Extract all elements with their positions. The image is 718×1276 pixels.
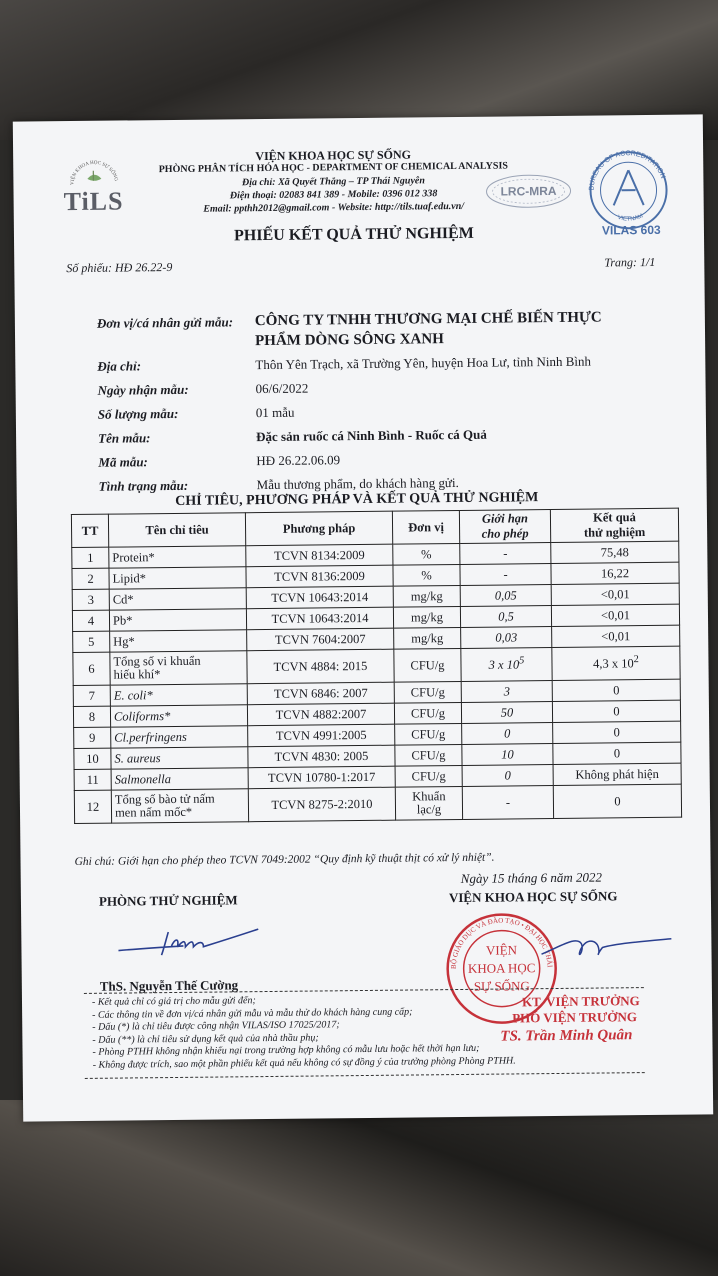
row-unit: CFU/g xyxy=(395,723,462,745)
so-phieu: Số phiếu: HĐ 26.22-9 xyxy=(66,259,173,276)
row-limit: 0 xyxy=(462,765,553,787)
institute-sign-title: VIỆN KHOA HỌC SỰ SỐNG xyxy=(448,888,618,906)
footer-divider-bottom xyxy=(85,1072,645,1079)
row-name: Hg* xyxy=(110,630,247,652)
row-tt: 7 xyxy=(73,685,110,706)
logo-ring-text: VIỆN KHOA HỌC SỰ SỐNG xyxy=(70,160,119,186)
row-tt: 6 xyxy=(73,652,110,685)
col-result-line-2: thử nghiệm xyxy=(583,525,646,540)
row-limit-base: 3 x 10 xyxy=(488,657,520,673)
row-tt: 4 xyxy=(72,610,109,631)
document-page xyxy=(13,114,713,1121)
row-tt: 9 xyxy=(74,727,111,748)
deputy-title: PHÓ VIỆN TRƯỞNG xyxy=(512,1009,637,1026)
row-unit: mg/kg xyxy=(393,585,460,607)
col-limit xyxy=(459,510,550,544)
row-method: TCVN 7604:2007 xyxy=(247,628,394,651)
received-label: Ngày nhận mẫu: xyxy=(97,381,189,398)
col-method: Phương pháp xyxy=(245,511,392,546)
deputy-person: TS. Trần Minh Quân xyxy=(500,1027,633,1045)
stamp-line-2: KHOA HỌC xyxy=(467,960,536,976)
email-line: Email: ppthh2012@gmail.com - Website: http://tils.tuaf.edu.vn/ xyxy=(203,200,465,215)
results-section-title: CHỈ TIÊU, PHƯƠNG PHÁP VÀ KẾT QUẢ THỬ NGHIỆM xyxy=(175,490,539,509)
row-unit: % xyxy=(393,543,460,565)
qty-value: 01 mẫu xyxy=(255,404,295,421)
row-tt: 11 xyxy=(74,769,111,790)
qty-label: Số lượng mẫu: xyxy=(97,405,179,422)
col-result-line-1: Kết quả xyxy=(593,510,636,525)
row-method: TCVN 4991:2005 xyxy=(248,724,395,747)
row-result-base: 4,3 x 10 xyxy=(593,656,634,672)
row-limit: - xyxy=(460,564,551,586)
row-name: E. coli* xyxy=(110,684,247,706)
row-limit: 0,03 xyxy=(461,627,552,649)
row-name: Lipid* xyxy=(109,567,246,589)
row-name-line-2: hiếu khí* xyxy=(113,667,161,682)
row-name xyxy=(110,651,247,685)
sample-status-value: Mẫu thương phẩm, do khách hàng gửi. xyxy=(256,474,459,493)
row-tt: 12 xyxy=(74,790,111,823)
footer-line: - Kết quả chỉ có giá trị cho mẫu gửi đến; xyxy=(91,995,256,1008)
row-result: 0 xyxy=(552,679,680,701)
row-method: TCVN 4830: 2005 xyxy=(248,745,395,768)
page-number: Trang: 1/1 xyxy=(604,254,656,270)
address-label: Địa chỉ: xyxy=(97,358,142,374)
row-limit: - xyxy=(462,786,553,820)
note: Ghi chú: Giới hạn cho phép theo TCVN 7049:2002 “Quy định kỹ thuật thịt có xử lý nhiệt”. xyxy=(74,851,495,869)
col-limit-line-1: Giới hạn xyxy=(481,511,529,526)
footer-line: - Dấu (**) là chỉ tiêu sử dụng kết quả của nhà thầu phụ; xyxy=(92,1031,319,1046)
phone-line: Điện thoại: 02083 841 389 - Mobile: 0396 012 338 xyxy=(229,188,438,202)
sender-line-1: CÔNG TY TNHH THƯƠNG MẠI CHẾ BIẾN THỰC xyxy=(254,309,602,330)
col-unit: Đơn vị xyxy=(392,510,459,544)
row-name: Pb* xyxy=(109,609,246,631)
row-unit: % xyxy=(393,564,460,586)
row-name: Protein* xyxy=(109,546,246,568)
sample-code-value: HĐ 26.22.06.09 xyxy=(256,452,341,469)
document-title: PHIẾU KẾT QUẢ THỬ NGHIỆM xyxy=(234,224,474,245)
row-limit: 10 xyxy=(462,744,553,766)
institute-name: VIỆN KHOA HỌC SỰ SỐNG xyxy=(255,147,412,164)
footer-line: - Dấu (*) là chỉ tiêu được công nhận VILAS/ISO 17025/2017; xyxy=(92,1019,340,1033)
row-name: Coliforms* xyxy=(110,705,247,727)
row-tt: 10 xyxy=(74,748,111,769)
row-method: TCVN 8136:2009 xyxy=(246,565,393,588)
sample-name-label: Tên mẫu: xyxy=(98,430,151,446)
address-line: Địa chỉ: Xã Quyết Thắng – TP Thái Nguyên xyxy=(241,175,425,189)
row-method: TCVN 10643:2014 xyxy=(246,586,393,609)
row-limit: 0 xyxy=(462,723,553,745)
row-name-line-2: men nấm mốc* xyxy=(114,804,193,820)
sample-status-label: Tình trạng mẫu: xyxy=(98,477,189,494)
row-name-line-1: Tổng số bào tử nấm xyxy=(114,791,215,807)
row-tt: 1 xyxy=(72,547,109,568)
row-tt: 8 xyxy=(73,706,110,727)
background-bottom xyxy=(0,1100,718,1276)
sample-name-value: Đặc sản ruốc cá Ninh Bình - Ruốc cá Quả xyxy=(256,426,487,445)
sender-line-2: PHẨM DÒNG SÔNG XANH xyxy=(255,331,444,350)
row-limit: 3 xyxy=(461,681,552,703)
row-method: TCVN 6846: 2007 xyxy=(247,682,394,705)
row-result: 16,22 xyxy=(551,562,679,584)
row-unit-line-2: lạc/g xyxy=(416,802,442,817)
svg-text:VIETNAM xyxy=(617,213,645,223)
row-result: 0 xyxy=(552,700,680,722)
lab-title: PHÒNG THỬ NGHIỆM xyxy=(98,892,238,909)
results-table xyxy=(71,508,682,824)
kt-title: KT. VIỆN TRƯỞNG xyxy=(521,993,640,1010)
row-result: 0 xyxy=(553,721,681,743)
row-result: <0,01 xyxy=(551,583,679,605)
vilas-ring-text: BUREAU OF ACCREDITATION xyxy=(588,150,667,191)
row-method: TCVN 4884: 2015 xyxy=(247,649,394,684)
row-name-line-1: Tổng số vi khuẩn xyxy=(113,653,201,669)
stamp-line-3: SỰ SỐNG xyxy=(473,978,530,994)
svg-text:VIỆN KHOA HỌC SỰ SỐNG xyxy=(70,160,118,185)
row-tt: 2 xyxy=(72,568,109,589)
stamp-ring-text: BỘ GIÁO DỤC VÀ ĐÀO TẠO • ĐẠI HỌC THÁI xyxy=(449,916,554,970)
row-name: Cl.perfringens xyxy=(111,726,248,748)
director-signature xyxy=(536,925,676,966)
row-name xyxy=(111,789,248,823)
row-result: Không phát hiện xyxy=(553,763,681,785)
row-method: TCVN 8275-2:2010 xyxy=(248,787,395,822)
col-limit-line-2: cho phép xyxy=(481,526,529,541)
department-name: PHÒNG PHÂN TÍCH HÓA HỌC - DEPARTMENT OF CHEMICAL ANALYSIS xyxy=(158,160,508,176)
row-limit: 0,5 xyxy=(460,606,551,628)
row-unit-line-1: Khuẩn xyxy=(412,789,446,804)
vilas-country-text: VIETNAM xyxy=(616,213,645,223)
lrc-mra-logo xyxy=(483,171,573,212)
row-limit: - xyxy=(460,543,551,565)
lrc-mra-text: LRC-MRA xyxy=(500,183,557,199)
row-method: TCVN 4882:2007 xyxy=(247,703,394,726)
stamp-line-1: VIỆN xyxy=(485,942,518,958)
vilas-code: VILAS 603 xyxy=(601,222,661,238)
footer-line: - Các thông tin về đơn vị/cá nhân gửi mẫu và mẫu thử do khách hàng cung cấp; xyxy=(92,1006,413,1021)
row-result: 0 xyxy=(553,742,681,764)
row-result-exp: 2 xyxy=(633,654,639,666)
row-unit: CFU/g xyxy=(394,681,461,703)
lrc-mra-icon xyxy=(483,171,573,212)
row-name: S. aureus xyxy=(111,747,248,769)
row-result: <0,01 xyxy=(551,604,679,626)
row-result: 0 xyxy=(553,784,681,818)
issue-date: Ngày 15 tháng 6 năm 2022 xyxy=(460,869,603,886)
row-tt: 5 xyxy=(73,631,110,652)
signature-icon xyxy=(113,919,263,961)
row-result: <0,01 xyxy=(552,625,680,647)
col-name: Tên chỉ tiêu xyxy=(108,513,245,547)
row-unit: mg/kg xyxy=(394,627,461,649)
row-result: 75,48 xyxy=(551,541,679,563)
row-unit: CFU/g xyxy=(395,744,462,766)
logo-text: TiLS xyxy=(63,186,124,217)
row-unit xyxy=(395,786,462,820)
row-name: Salmonella xyxy=(111,768,248,790)
received-value: 06/6/2022 xyxy=(255,380,309,397)
row-limit: 0,05 xyxy=(460,585,551,607)
row-tt: 3 xyxy=(72,589,109,610)
table-row xyxy=(74,784,681,823)
lab-signature xyxy=(113,919,263,961)
signature-icon xyxy=(536,925,676,966)
row-name: Cd* xyxy=(109,588,246,610)
col-tt: TT xyxy=(71,514,108,547)
address-value: Thôn Yên Trạch, xã Trường Yên, huyện Hoa Lư, tỉnh Ninh Bình xyxy=(255,353,592,373)
row-limit xyxy=(461,648,552,682)
row-method: TCVN 10780-1:2017 xyxy=(248,766,395,789)
row-method: TCVN 8134:2009 xyxy=(246,544,393,567)
row-limit: 50 xyxy=(461,702,552,724)
row-method: TCVN 10643:2014 xyxy=(246,607,393,630)
row-unit: CFU/g xyxy=(394,648,461,682)
row-result xyxy=(552,646,680,680)
lab-person: ThS. Nguyễn Thế Cường xyxy=(99,977,239,994)
row-limit-exp: 5 xyxy=(519,655,525,667)
row-unit: CFU/g xyxy=(394,702,461,724)
footer-line: - Phòng PTHH không nhận khiếu nại trong trường hợp không có mẫu lưu hoặc hết thời hạn lưu; xyxy=(92,1042,480,1058)
col-result xyxy=(550,508,678,542)
sample-code-label: Mã mẫu: xyxy=(98,454,148,470)
footer-line: - Không được trích, sao một phần phiếu kết quả nếu không có sự đồng ý của trưởng phòng Phòng PTHH. xyxy=(92,1054,516,1071)
sender-company xyxy=(255,307,675,351)
sender-label: Đơn vị/cá nhân gửi mẫu: xyxy=(96,314,234,331)
row-unit: CFU/g xyxy=(395,765,462,787)
row-unit: mg/kg xyxy=(393,606,460,628)
